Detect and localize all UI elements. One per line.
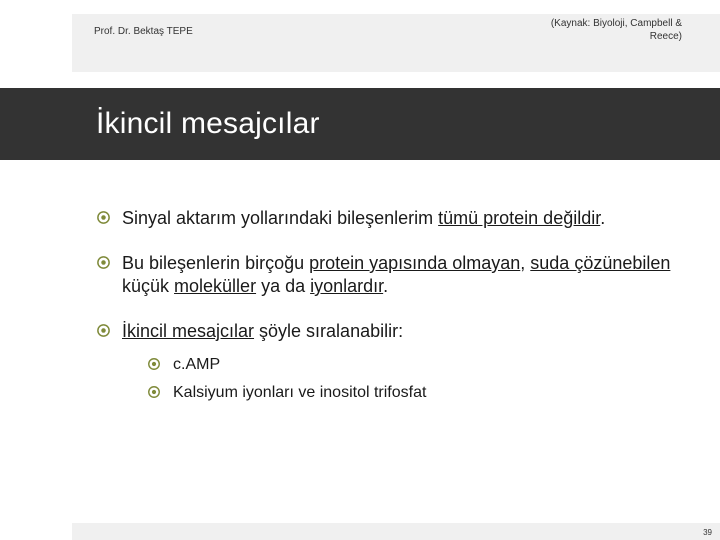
sub-bullet-item <box>147 355 696 375</box>
page-number: 39 <box>703 528 712 537</box>
underlined-text: iyonlardır <box>310 276 384 296</box>
bullet-text: Bu bileşenlerin birçoğu <box>122 253 310 273</box>
source-line-2: Reece) <box>649 31 682 42</box>
sub-bullet-text: c.AMP <box>173 356 221 373</box>
bullet-text: küçük <box>122 276 175 296</box>
bullet-text: Sinyal aktarım yollarındaki bileşenlerim <box>122 208 439 228</box>
circled-dot-icon <box>147 385 161 399</box>
bullet-text: ya da <box>256 276 311 296</box>
bullet-item <box>96 252 696 298</box>
bullet-text: . <box>600 208 606 228</box>
circled-dot-icon <box>147 357 161 371</box>
underlined-text: protein yapısında olmayan <box>309 253 521 273</box>
circled-dot-icon <box>96 323 111 338</box>
underlined-text: suda çözünebilen <box>530 253 671 273</box>
sub-bullet-list <box>96 355 696 403</box>
bullet-text: şöyle sıralanabilir: <box>254 321 404 341</box>
bullet-text: , <box>520 253 531 273</box>
sub-bullet-text: Kalsiyum iyonları ve inositol trifosfat <box>173 384 427 401</box>
slide-content <box>96 207 696 411</box>
bullet-item <box>96 207 696 230</box>
bullet-item <box>96 320 696 343</box>
underlined-text: moleküller <box>174 276 257 296</box>
underlined-text: İkincil mesajcılar <box>122 321 255 341</box>
underlined-text: tümü protein değildir <box>438 208 601 228</box>
author-label: Prof. Dr. Bektaş TEPE <box>94 26 193 37</box>
slide-title: İkincil mesajcılar <box>96 107 320 140</box>
source-line-1: (Kaynak: Biyoloji, Campbell & <box>550 18 682 29</box>
footer-band <box>72 523 720 540</box>
source-citation <box>462 17 682 43</box>
circled-dot-icon <box>96 255 111 270</box>
bullet-text: . <box>383 276 389 296</box>
sub-bullet-item <box>147 383 696 403</box>
circled-dot-icon <box>96 210 111 225</box>
